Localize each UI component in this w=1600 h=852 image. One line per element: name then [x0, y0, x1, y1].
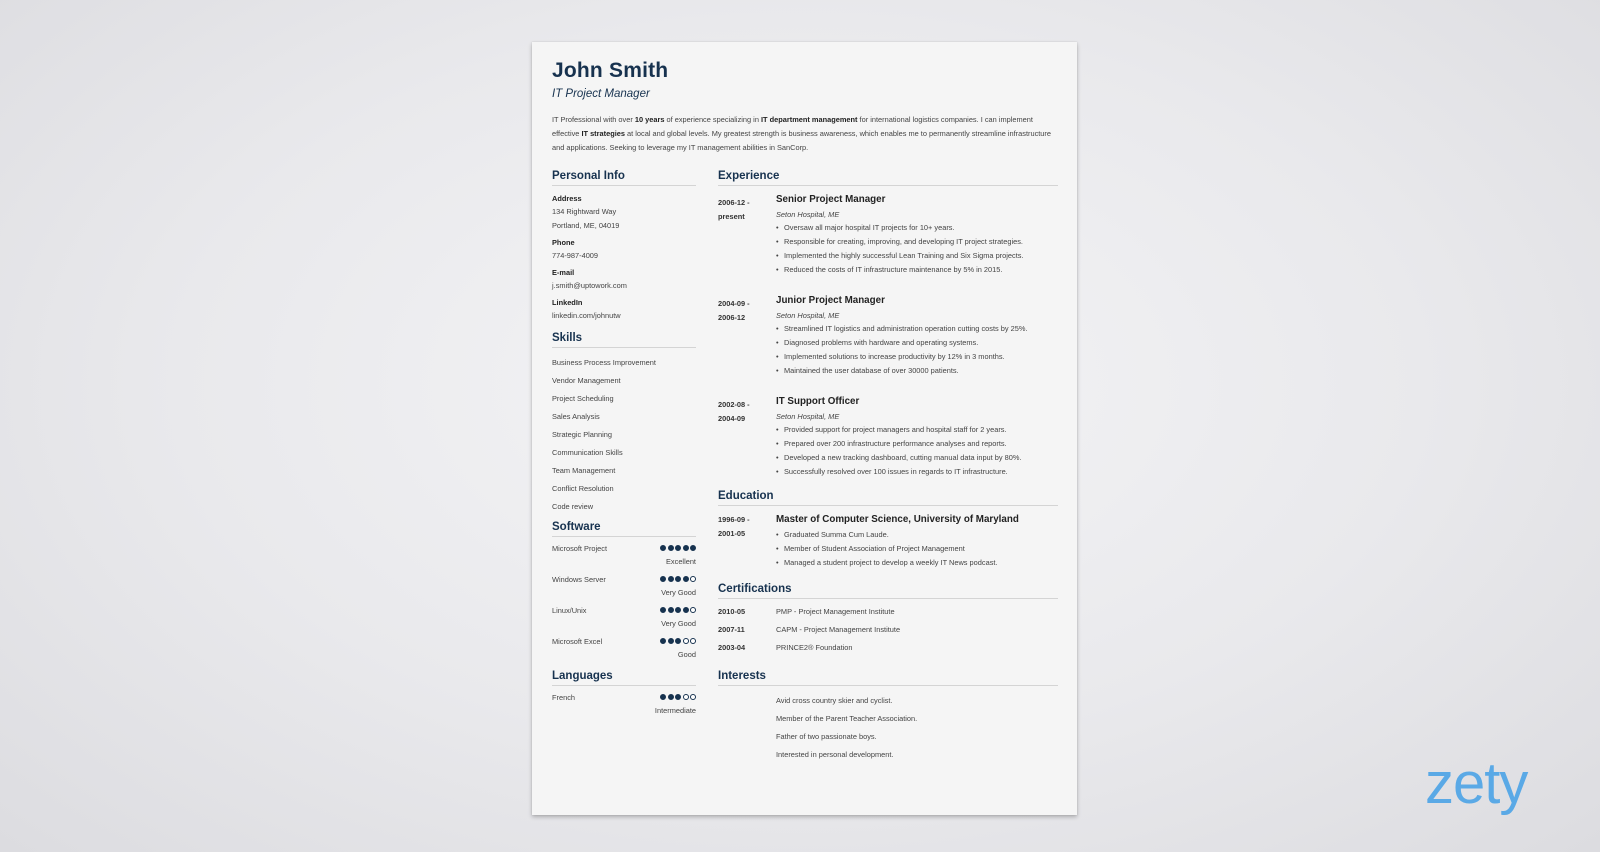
job-company: Seton Hospital, ME: [776, 311, 840, 320]
rating-dot-filled: [668, 694, 674, 700]
rating-dot-filled: [683, 576, 689, 582]
software-item: [552, 543, 696, 574]
summary-text: for international logistics companies. I can implement effective: [552, 115, 1033, 138]
education-bullets: [776, 528, 1058, 570]
email-block: [552, 266, 696, 293]
job-date-end: present: [718, 212, 745, 221]
resume-name: John Smith: [552, 59, 669, 82]
rating-dot-filled: [683, 607, 689, 613]
skill-item: Project Scheduling: [552, 394, 614, 403]
job-dates: [718, 196, 770, 224]
software-name: Microsoft Project: [552, 544, 608, 553]
resume-job-title: IT Project Manager: [552, 88, 650, 100]
interest-item: Member of the Parent Teacher Association.: [776, 714, 918, 723]
education-body: [776, 512, 1058, 570]
rating-dots: [660, 694, 696, 700]
software-heading: Software: [552, 520, 696, 537]
job-role: Senior Project Manager: [776, 194, 886, 205]
phone-block: [552, 236, 696, 263]
languages-list: [552, 692, 696, 723]
rating-dots: [660, 576, 696, 582]
rating-dot-empty: [690, 694, 696, 700]
address-label: Address: [552, 194, 582, 203]
rating-dot-filled: [660, 694, 666, 700]
job-date-start: 2006-12 -: [718, 198, 750, 207]
education-entry: [718, 512, 1058, 570]
summary-highlight: IT department management: [760, 115, 858, 124]
education-bullet: • Graduated Summa Cum Laude.: [776, 528, 1058, 542]
experience-heading: Experience: [718, 169, 1058, 186]
job-bullet: • Successfully resolved over 100 issues in regards to IT infrastructure.: [776, 465, 1058, 479]
experience-entry: [718, 394, 1058, 479]
certification-item: [718, 605, 1058, 623]
skill-item: Code review: [552, 502, 594, 511]
job-bullet: • Streamlined IT logistics and administration operation cutting costs by 25%.: [776, 322, 1058, 336]
certification-name: CAPM - Project Management Institute: [776, 625, 901, 634]
rating-dot-filled: [690, 545, 696, 551]
software-level: Good: [677, 650, 696, 659]
software-name: Microsoft Excel: [552, 637, 603, 646]
summary-text: IT Professional with over: [552, 115, 635, 124]
job-date-start: 2004-09 -: [718, 299, 750, 308]
job-bullet: • Implemented the highly successful Lean Training and Six Sigma projects.: [776, 249, 1058, 263]
email-label: E-mail: [552, 268, 575, 277]
job-bullets: [776, 423, 1058, 479]
education-degree: Master of Computer Science, University of Maryland: [776, 514, 1019, 525]
job-date-start: 2002-08 -: [718, 400, 750, 409]
job-bullet: • Developed a new tracking dashboard, cutting manual data input by 80%.: [776, 451, 1058, 465]
experience-entry: [718, 192, 1058, 277]
phone-value: 774-987-4009: [552, 251, 599, 260]
skill-item: Communication Skills: [552, 448, 623, 457]
software-item: [552, 574, 696, 605]
job-bullet: • Prepared over 200 infrastructure performance analyses and reports.: [776, 437, 1058, 451]
skill-item: Vendor Management: [552, 376, 621, 385]
rating-dot-filled: [660, 638, 666, 644]
rating-dots: [660, 545, 696, 551]
job-body: [776, 293, 1058, 378]
education-dates: [718, 513, 770, 541]
rating-dot-filled: [668, 638, 674, 644]
job-dates: [718, 398, 770, 426]
job-role: Junior Project Manager: [776, 295, 885, 306]
certification-date: 2007-11: [718, 625, 745, 634]
rating-dot-filled: [675, 638, 681, 644]
certification-date: 2003-04: [718, 643, 746, 652]
job-role: IT Support Officer: [776, 396, 860, 407]
certification-name: PMP - Project Management Institute: [776, 607, 895, 616]
job-bullet: • Oversaw all major hospital IT projects for 10+ years.: [776, 221, 1058, 235]
linkedin-value: linkedin.com/johnutw: [552, 311, 621, 320]
summary-highlight: IT strategies: [581, 129, 625, 138]
resume-page: [532, 42, 1077, 815]
software-item: [552, 605, 696, 636]
education-date-end: 2001-05: [718, 529, 746, 538]
software-level: Very Good: [661, 588, 696, 597]
software-name: Windows Server: [552, 575, 606, 584]
rating-dot-filled: [660, 576, 666, 582]
zety-logo-text: zety: [1425, 755, 1528, 816]
job-body: [776, 192, 1058, 277]
zety-logo: [1425, 755, 1550, 825]
address-line-1: 134 Rightward Way: [552, 207, 617, 216]
skill-item: Strategic Planning: [552, 430, 612, 439]
rating-dot-filled: [675, 694, 681, 700]
software-item: [552, 636, 696, 667]
job-body: [776, 394, 1058, 479]
rating-dot-filled: [675, 607, 681, 613]
rating-dot-empty: [690, 638, 696, 644]
job-dates: [718, 297, 770, 325]
rating-dot-filled: [660, 545, 666, 551]
interest-item: Interested in personal development.: [776, 750, 894, 759]
job-company: Seton Hospital, ME: [776, 210, 840, 219]
software-level: Excellent: [666, 557, 696, 566]
languages-heading: Languages: [552, 669, 696, 686]
email-value: j.smith@uptowork.com: [552, 281, 627, 290]
skill-item: Team Management: [552, 466, 616, 475]
language-level: Intermediate: [654, 706, 696, 715]
rating-dot-empty: [690, 607, 696, 613]
education-bullet: • Member of Student Association of Project Management: [776, 542, 1058, 556]
job-date-end: 2006-12: [718, 313, 746, 322]
software-name: Linux/Unix: [552, 606, 587, 615]
linkedin-label: LinkedIn: [552, 298, 583, 307]
certifications-list: [718, 605, 1058, 659]
left-column: [552, 169, 696, 723]
interests-list: [718, 692, 1058, 764]
summary-highlight: 10 years: [634, 115, 665, 124]
personal-info-heading: Personal Info: [552, 169, 696, 186]
rating-dot-empty: [683, 694, 689, 700]
job-bullet: • Diagnosed problems with hardware and operating systems.: [776, 336, 1058, 350]
certifications-heading: Certifications: [718, 582, 1058, 599]
interests-heading: Interests: [718, 669, 1058, 686]
rating-dot-filled: [668, 545, 674, 551]
language-item: [552, 692, 696, 723]
certification-date: 2010-05: [718, 607, 746, 616]
rating-dot-empty: [683, 638, 689, 644]
address-line-2: Portland, ME, 04019: [552, 221, 620, 230]
skill-item: Business Process Improvement: [552, 358, 656, 367]
education-bullet: • Managed a student project to develop a weekly IT News podcast.: [776, 556, 1058, 570]
job-date-end: 2004-09: [718, 414, 746, 423]
certification-name: PRINCE2® Foundation: [776, 643, 853, 652]
job-company: Seton Hospital, ME: [776, 412, 840, 421]
rating-dot-empty: [690, 576, 696, 582]
job-bullet: • Maintained the user database of over 30000 patients.: [776, 364, 1058, 378]
skills-heading: Skills: [552, 331, 696, 348]
experience-entry: [718, 293, 1058, 378]
summary-text: of experience specializing in: [664, 115, 761, 124]
software-level: Very Good: [661, 619, 696, 628]
certification-item: [718, 641, 1058, 659]
interest-item: Avid cross country skier and cyclist.: [776, 696, 893, 705]
summary-text: at local and global levels. My greatest strength is business awareness, which enables me to permanently streamline infrastructure and applications. Seeking to leverage my IT management abilities in SanCorp.: [552, 129, 1051, 152]
rating-dot-filled: [668, 576, 674, 582]
job-bullet: • Provided support for project managers and hospital staff for 2 years.: [776, 423, 1058, 437]
skill-item: Conflict Resolution: [552, 484, 614, 493]
rating-dot-filled: [675, 545, 681, 551]
rating-dot-filled: [675, 576, 681, 582]
interest-item: Father of two passionate boys.: [776, 732, 877, 741]
skills-list: [552, 354, 696, 516]
job-bullets: [776, 221, 1058, 277]
education-date-start: 1996-09 -: [718, 515, 750, 524]
education-heading: Education: [718, 489, 1058, 506]
job-bullet: • Reduced the costs of IT infrastructure maintenance by 5% in 2015.: [776, 263, 1058, 277]
language-name: French: [552, 693, 576, 702]
job-bullets: [776, 322, 1058, 378]
address-block: [552, 192, 696, 233]
rating-dots: [660, 638, 696, 644]
certification-item: [718, 623, 1058, 641]
skill-item: Sales Analysis: [552, 412, 600, 421]
rating-dot-filled: [683, 545, 689, 551]
linkedin-block: [552, 296, 696, 323]
job-bullet: • Responsible for creating, improving, and developing IT project strategies.: [776, 235, 1058, 249]
software-list: [552, 543, 696, 667]
phone-label: Phone: [552, 238, 575, 247]
resume-summary: [552, 113, 1058, 155]
rating-dot-filled: [668, 607, 674, 613]
right-column: [718, 169, 1058, 764]
job-bullet: • Implemented solutions to increase productivity by 12% in 3 months.: [776, 350, 1058, 364]
rating-dot-filled: [660, 607, 666, 613]
rating-dots: [660, 607, 696, 613]
